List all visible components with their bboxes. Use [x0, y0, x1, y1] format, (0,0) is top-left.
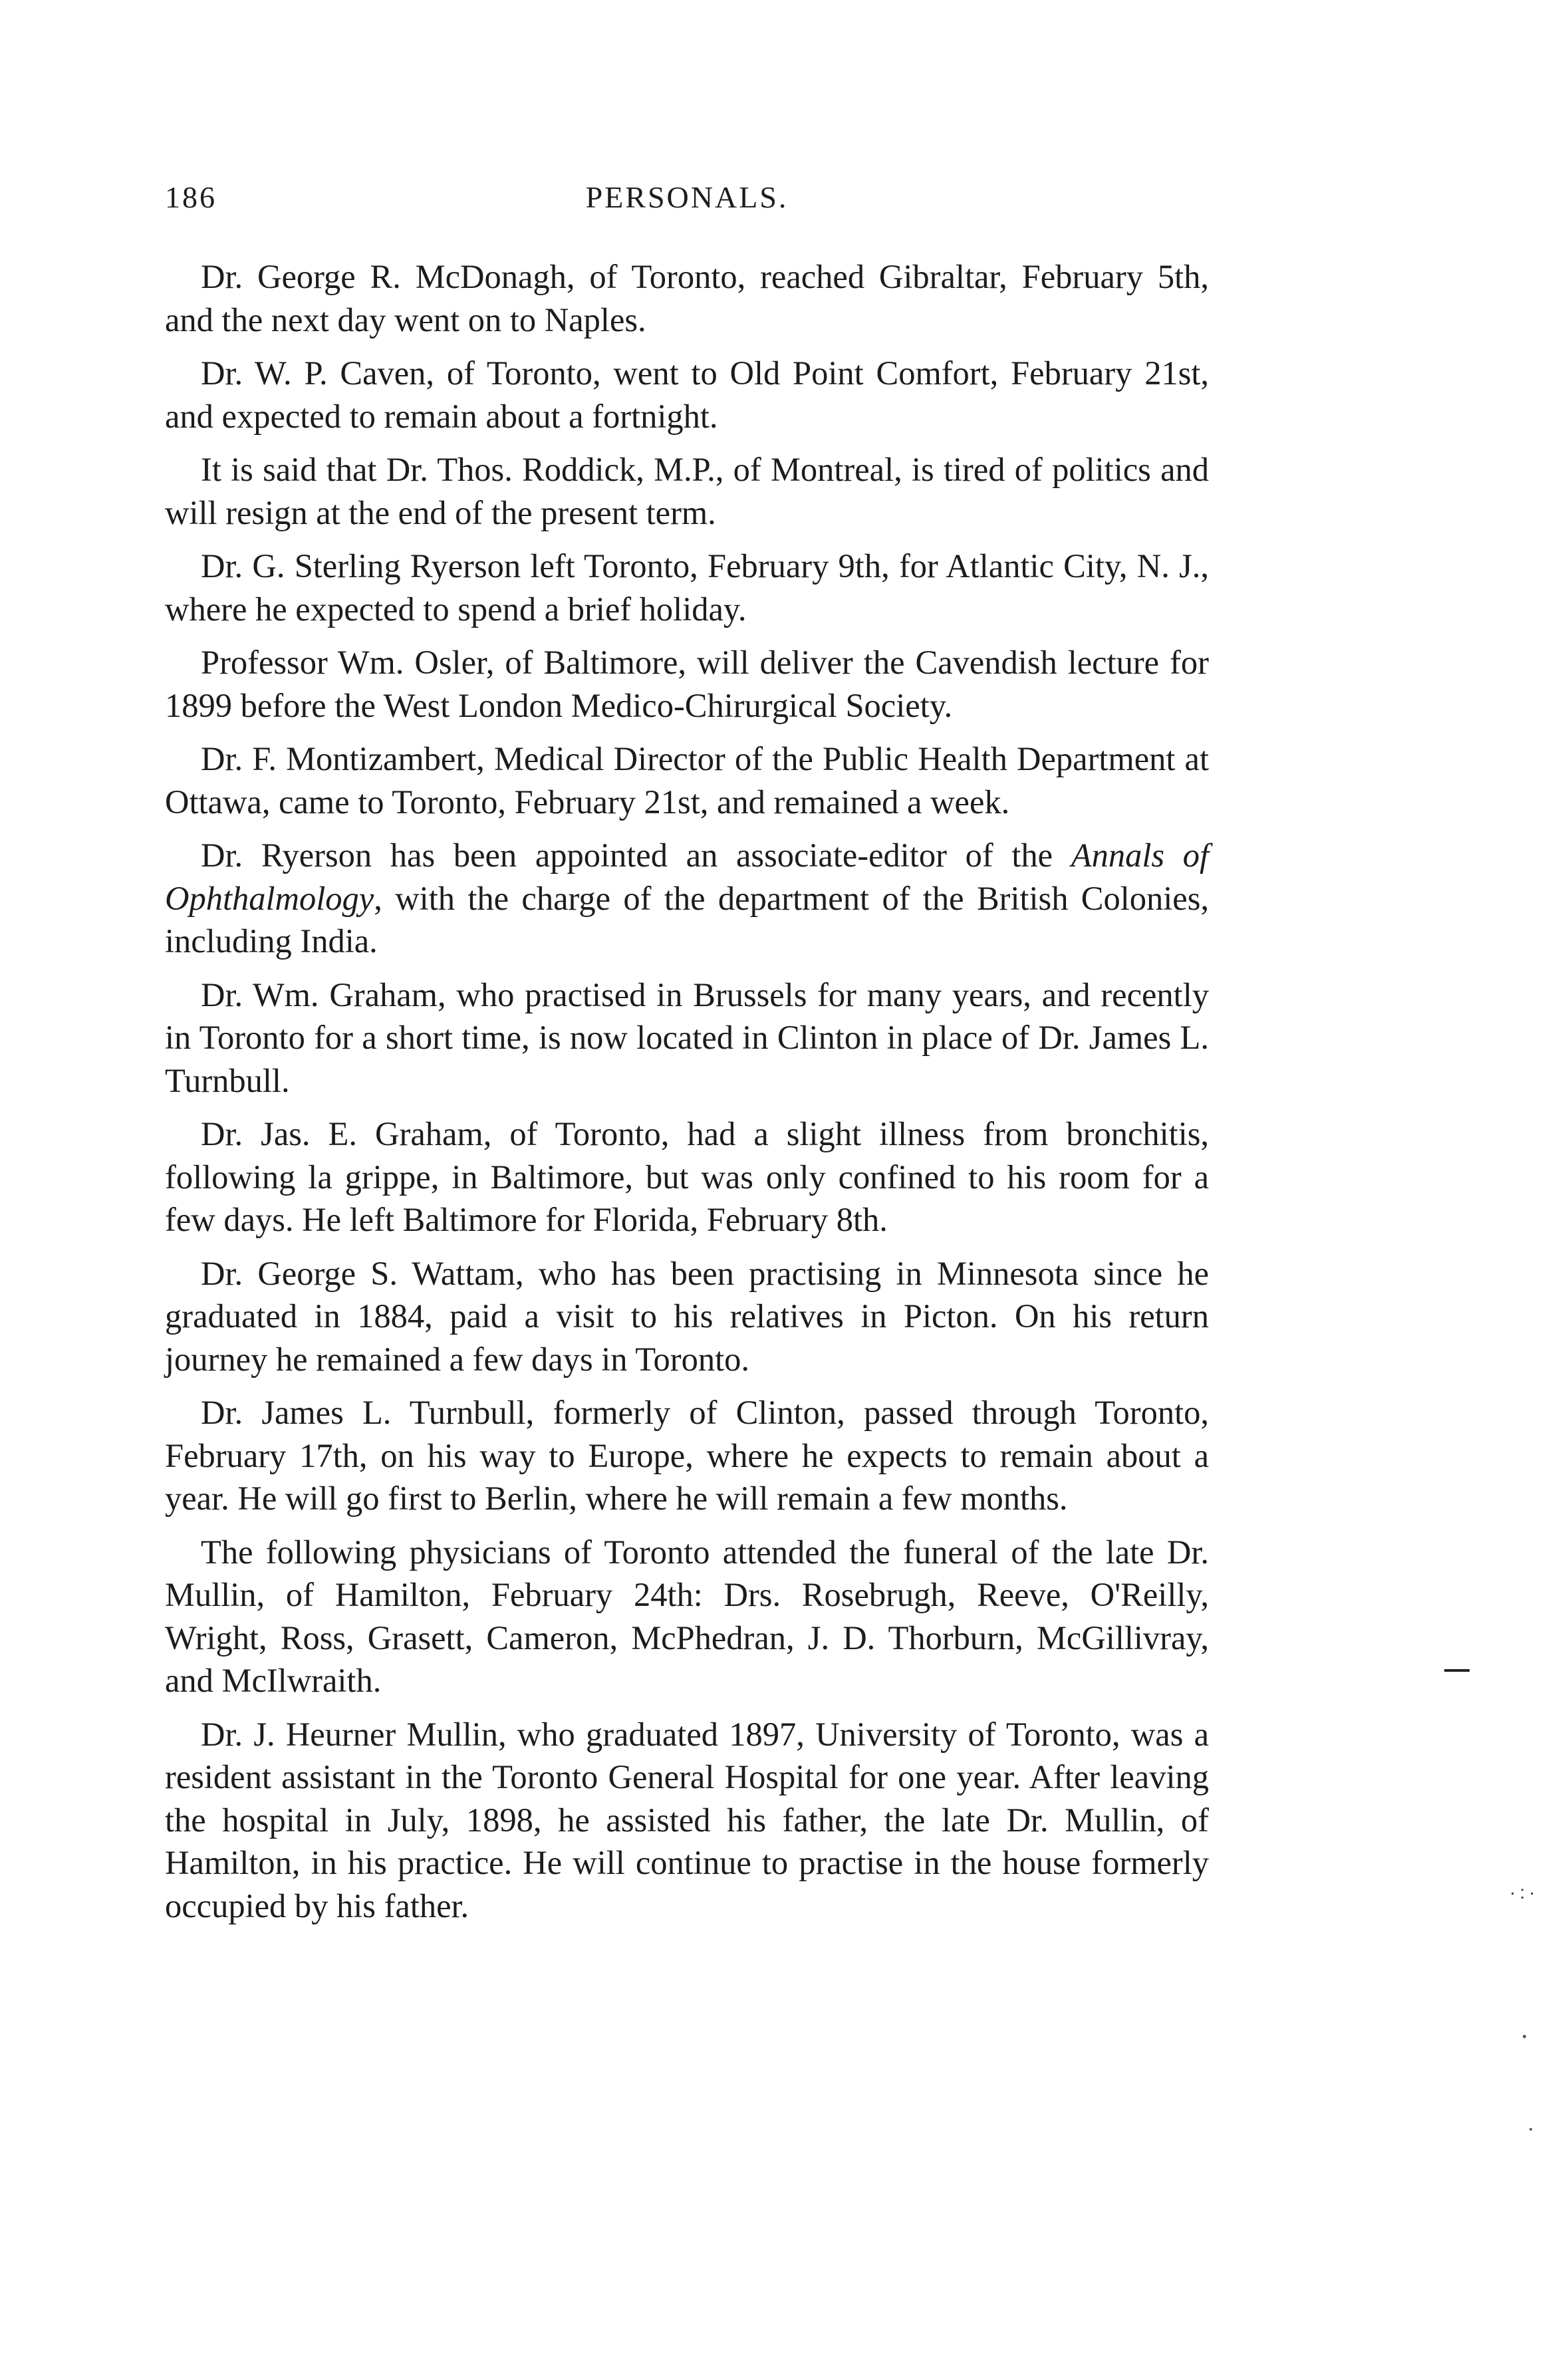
- personal-item-wattam: Dr. George S. Wattam, who has been practising in Minnesota since he graduated in 1884, paid a visit to his relatives in Picton. On his return journey he remained a few days in Toronto.: [165, 1254, 1209, 1378]
- personal-item-wm-graham: Dr. Wm. Graham, who practised in Brussels for many years, and recently in Toronto for a short time, is now located in Clinton in place of Dr. James L. Turnbull.: [165, 976, 1209, 1099]
- personal-item-turnbull: Dr. James L. Turnbull, formerly of Clinton, passed through Toronto, February 17th, on his way to Europe, where he expects to remain about a year. He will go first to Berlin, where he will remain a few months.: [165, 1394, 1209, 1517]
- personal-item-roddick: It is said that Dr. Thos. Roddick, M.P., of Montreal, is tired of politics and will resign at the end of the present term.: [165, 451, 1209, 531]
- personal-item-osler: Professor Wm. Osler, of Baltimore, will deliver the Cavendish lecture for 1899 before the West London Medico-Chirurgical Society.: [165, 644, 1209, 724]
- scan-speck: [1529, 2128, 1532, 2131]
- personal-item-jas-graham: Dr. Jas. E. Graham, of Toronto, had a slight illness from bronchitis, following la grippe, in Baltimore, but was only confined to his room for a few days. He left Baltimore for Florida, February 8th.: [165, 1115, 1209, 1238]
- book-page: [165, 180, 1209, 1938]
- journal-title: Annals of Ophthalmology: [165, 837, 1210, 917]
- personal-item-heurner-mullin: Dr. J. Heurner Mullin, who graduated 1897, University of Toronto, was a resident assistant in the Toronto General Hospital for one year. After leaving the hospital in July, 1898, he assisted his father, the late Dr. Mullin, of Hamilton, in his practice. He will continue to practise in the house formerly occupied by his father.: [165, 1715, 1209, 1924]
- margin-dash-mark: [1444, 1669, 1470, 1672]
- personal-item-caven: Dr. W. P. Caven, of Toronto, went to Old Point Comfort, February 21st, and expected to remain about a fortnight.: [165, 354, 1209, 435]
- running-head: [165, 180, 1209, 226]
- personal-item-mcdonagh: Dr. George R. McDonagh, of Toronto, reached Gibraltar, February 5th, and the next day went on to Naples.: [165, 258, 1209, 338]
- running-title: PERSONALS.: [585, 180, 789, 214]
- page-number: 186: [165, 180, 217, 214]
- personal-item-ryerson-editor: [165, 834, 1209, 963]
- margin-dots-mark: ·:·: [1509, 1882, 1539, 1903]
- scan-speck: [1523, 2035, 1526, 2038]
- ryerson-text-before: Dr. Ryerson has been appointed an associate-editor of the: [201, 837, 1071, 874]
- ryerson-text-after: , with the charge of the department of the British Colonies, including India.: [165, 879, 1209, 960]
- personal-item-funeral-attendees: The following physicians of Toronto attended the funeral of the late Dr. Mullin, of Hamilton, February 24th: Drs. Rosebrugh, Reeve, O'Reilly, Wright, Ross, Grasett, Cameron, McPhedran, J. D. Thorburn, McGillivray, and McIlwraith.: [165, 1533, 1209, 1699]
- personal-item-sterling-ryerson: Dr. G. Sterling Ryerson left Toronto, February 9th, for Atlantic City, N. J., where he expected to spend a brief holiday.: [165, 547, 1209, 628]
- article-body: [165, 255, 1209, 1927]
- personal-item-montizambert: Dr. F. Montizambert, Medical Director of the Public Health Department at Ottawa, came to Toronto, February 21st, and remained a week.: [165, 740, 1209, 821]
